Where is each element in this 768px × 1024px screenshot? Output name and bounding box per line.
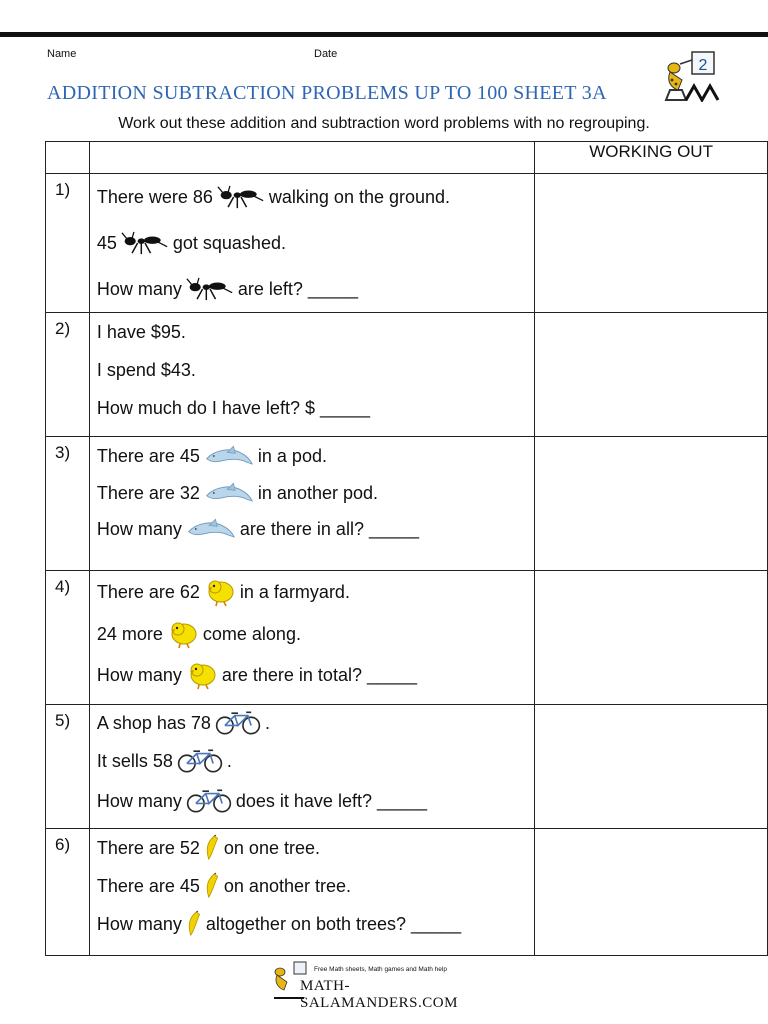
bicycle-icon <box>215 710 261 736</box>
page-title: ADDITION SUBTRACTION PROBLEMS UP TO 100 SHEET 3A <box>47 82 607 104</box>
problem-text <box>89 437 534 571</box>
working-out-cell[interactable] <box>535 829 768 956</box>
problem-text <box>89 174 534 313</box>
banana-icon <box>204 833 220 863</box>
problem-line-text: . <box>226 750 232 771</box>
problem-line <box>97 389 534 427</box>
dolphin-icon <box>204 481 254 505</box>
chick-icon <box>186 660 218 690</box>
problem-line-text: come along. <box>202 623 301 644</box>
problem-line <box>97 829 534 867</box>
ant-icon <box>217 185 265 209</box>
page-subtitle: Work out these addition and subtraction word problems with no regrouping. <box>118 115 650 132</box>
problem-line <box>97 867 534 905</box>
problem-line <box>97 475 534 511</box>
problem-line-text: It sells 58 <box>96 750 173 771</box>
problem-line-text: walking on the ground. <box>268 186 451 207</box>
problem-line <box>97 655 534 695</box>
problem-line-text: A shop has 78 <box>96 712 211 733</box>
dolphin-icon <box>186 517 236 541</box>
problem-line-text: There are 45 <box>96 445 200 466</box>
working-out-header: WORKING OUT <box>535 142 768 174</box>
problem-line-text: in another pod. <box>257 482 378 503</box>
problem-row <box>46 705 768 829</box>
problem-line-text: on one tree. <box>223 837 320 858</box>
ant-icon <box>186 277 234 301</box>
working-out-cell[interactable] <box>535 571 768 705</box>
problem-line-text: I spend $43. <box>96 359 196 380</box>
problem-line-text: There are 45 <box>96 875 200 896</box>
ant-icon <box>121 231 169 255</box>
chick-icon <box>167 619 199 649</box>
logo-digit: 2 <box>698 57 708 74</box>
problem-line-text: How many <box>96 913 182 934</box>
problem-line-text: How many <box>96 278 182 299</box>
problem-row <box>46 571 768 705</box>
problem-line <box>97 351 534 389</box>
date-label: Date <box>314 48 338 60</box>
problem-line-text: 24 more <box>96 623 163 644</box>
problem-line-text: altogether on both trees? _____ <box>205 913 462 934</box>
problem-line-text: does it have left? _____ <box>235 790 428 811</box>
problem-line <box>97 613 534 655</box>
problem-line <box>97 781 534 821</box>
problem-line-text: How many <box>96 790 182 811</box>
footer-tagline: Free Math sheets, Math games and Math help <box>314 966 447 973</box>
problem-line-text: There are 52 <box>96 837 200 858</box>
chick-icon <box>204 577 236 607</box>
problem-header-cell <box>89 142 534 174</box>
working-out-cell[interactable] <box>535 313 768 437</box>
problem-line <box>97 266 534 312</box>
problem-rows <box>46 174 768 956</box>
footer <box>270 960 500 1011</box>
problem-row <box>46 174 768 313</box>
problem-line-text: 45 <box>96 232 117 253</box>
problem-line-text: are there in all? _____ <box>239 518 420 539</box>
dolphin-icon <box>204 444 254 468</box>
problem-line-text: are there in total? _____ <box>221 664 418 685</box>
problem-number: 1) <box>46 174 90 313</box>
working-out-cell[interactable] <box>535 437 768 571</box>
problem-line-text: How much do I have left? $ _____ <box>96 397 371 418</box>
problem-line <box>97 705 534 741</box>
problem-line-text: in a pod. <box>257 445 327 466</box>
problem-line-text: on another tree. <box>223 875 351 896</box>
bicycle-icon <box>186 788 232 814</box>
problem-text <box>89 571 534 705</box>
problem-line-text: How many <box>96 664 182 685</box>
problem-text <box>89 705 534 829</box>
header-row <box>46 142 768 174</box>
problem-line <box>97 174 534 220</box>
problem-line <box>97 741 534 781</box>
problem-line <box>97 511 534 547</box>
problem-text <box>89 313 534 437</box>
problem-line-text: are left? _____ <box>237 278 358 299</box>
problem-number: 6) <box>46 829 90 956</box>
problem-number: 4) <box>46 571 90 705</box>
name-label: Name <box>47 48 77 60</box>
footer-brand: MATH-SALAMANDERS.COM <box>300 978 458 1011</box>
problem-line-text: I have $95. <box>96 321 186 342</box>
problem-row <box>46 829 768 956</box>
problem-number: 3) <box>46 437 90 571</box>
problem-line <box>97 571 534 613</box>
problem-line-text: . <box>264 712 270 733</box>
working-out-cell[interactable] <box>535 174 768 313</box>
problem-line-text: How many <box>96 518 182 539</box>
problem-line-text: got squashed. <box>172 232 286 253</box>
problem-line-text: There are 32 <box>96 482 200 503</box>
problem-line-text: There were 86 <box>96 186 213 207</box>
banana-icon <box>204 871 220 901</box>
problem-text <box>89 829 534 956</box>
number-header-cell <box>46 142 90 174</box>
working-out-cell[interactable] <box>535 705 768 829</box>
problem-number: 5) <box>46 705 90 829</box>
problem-line-text: There are 62 <box>96 581 200 602</box>
problem-row <box>46 313 768 437</box>
problems-table <box>45 141 768 956</box>
problem-row <box>46 437 768 571</box>
salamander-logo-icon <box>660 50 724 102</box>
problem-line <box>97 905 534 943</box>
banana-icon <box>186 909 202 939</box>
top-rule <box>0 32 768 37</box>
problem-number: 2) <box>46 313 90 437</box>
problem-line <box>97 220 534 266</box>
problem-line-text: in a farmyard. <box>239 581 350 602</box>
problem-line <box>97 437 534 475</box>
bicycle-icon <box>177 748 223 774</box>
problem-line <box>97 313 534 351</box>
